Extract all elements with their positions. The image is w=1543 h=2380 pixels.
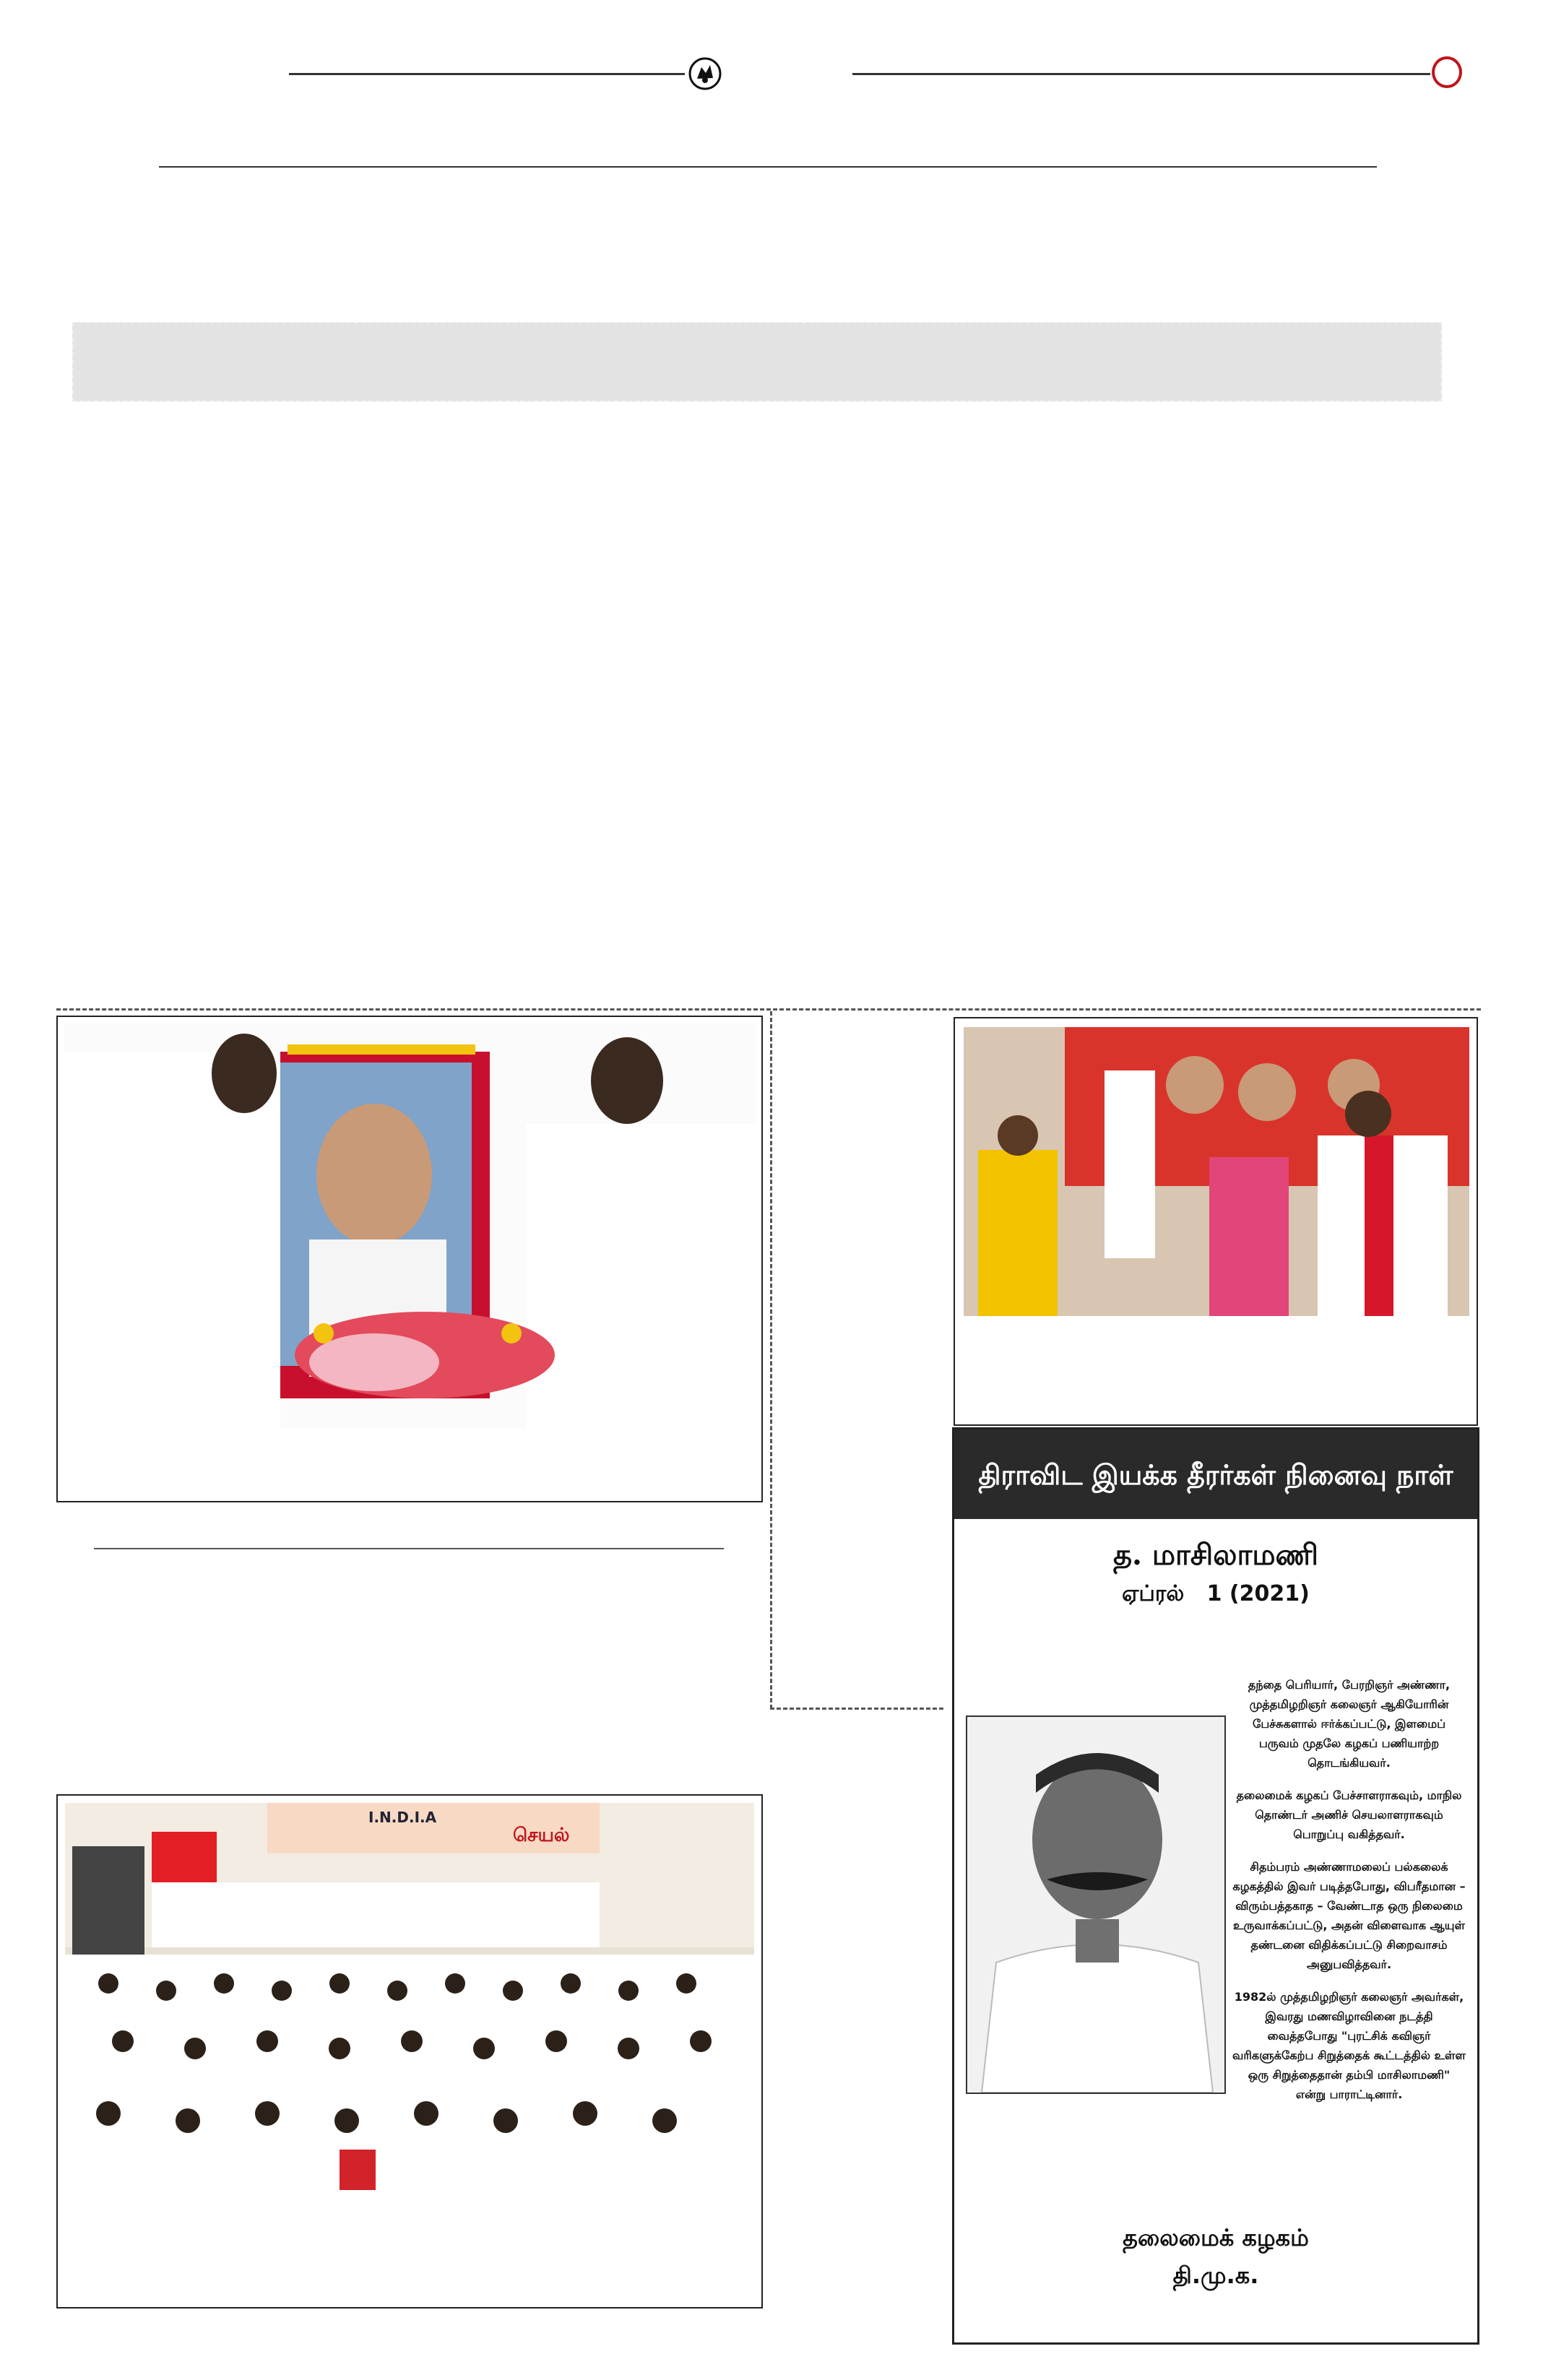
obituary-paragraph: தந்தை பெரியார், பேரறிஞர் அண்ணா, முத்தமிழறிஞர் கலைஞர் ஆகியோரின் பேச்சுகளால் ஈர்க்கப்பட்டு, இளமைப் பருவம் முதலே கழகப் பணியாற்ற தொடங்கியவர். — [1248, 1678, 1451, 1770]
obituary-date: ஏப்ரல் 1 (2021) — [1122, 1581, 1310, 1606]
obituary-text-column — [1232, 1675, 1466, 2104]
obituary-signoff-line2: தி.மு.க. — [1172, 2262, 1259, 2289]
campaign-photo-frame — [954, 1017, 1478, 1426]
campaign-photo — [964, 1027, 1469, 1316]
tribute-photo-frame — [56, 1016, 763, 1502]
obituary-name: த. மாசிலாமணி — [1112, 1538, 1319, 1572]
dashed-separator-vertical — [770, 1011, 772, 1709]
header-rule-left — [289, 73, 685, 75]
meeting-photo-frame — [56, 1794, 763, 2308]
meeting-banner-text: செயல் — [513, 1825, 570, 1846]
meeting-banner-title: I.N.D.I.A — [368, 1809, 437, 1826]
dashed-separator-bottom — [770, 1708, 943, 1710]
headline-bar — [72, 322, 1442, 402]
obituary-paragraph: 1982ல் முத்தமிழறிஞர் கலைஞர் அவர்கள், இவரது மணவிழாவினை நடத்தி வைத்தபோது "புரட்சிக் கவிஞர் வரிகளுக்கேற்ப சிறுத்தைக் கூட்டத்தில் உள்ள ஒரு சிறுத்தைதான் தம்பி மாசிலாமணி" என்று பாராட்டினார். — [1232, 1990, 1466, 2101]
obituary-paragraph: சிதம்பரம் அண்ணாமலைப் பல்கலைக் கழகத்தில் இவர் படித்தபோது, விபரீதமான – விரும்பத்தகாத – வேண்டாத ஒரு நிலைமை உருவாக்கப்பட்டு, அதன் விளைவாக ஆயுள் தண்டனை விதிக்கப்பட்டு சிறைவாசம் அனுபவித்தவர். — [1232, 1860, 1466, 1971]
obituary-banner-title: திராவிட இயக்க தீரர்கள் நினைவு நாள் — [978, 1458, 1453, 1491]
party-logo-icon — [688, 56, 722, 91]
header-rule-right — [852, 73, 1430, 75]
caption-rule — [94, 1548, 724, 1549]
obituary-signoff-line1: தலைமைக் கழகம் — [1123, 2224, 1309, 2251]
obituary-paragraph: தலைமைக் கழகப் பேச்சாளராகவும், மாநில தொண்டர் அணிச் செயலாளராகவும் பொறுப்பு வகித்தவர். — [1236, 1788, 1462, 1841]
page-number-badge — [1432, 56, 1462, 88]
dashed-separator-top — [56, 1008, 1481, 1011]
section-rule — [159, 166, 1377, 168]
meeting-photo — [65, 1803, 754, 2190]
obituary-box — [952, 1427, 1479, 2345]
obituary-portrait — [966, 1715, 1226, 2094]
tribute-photo — [64, 1023, 756, 1429]
